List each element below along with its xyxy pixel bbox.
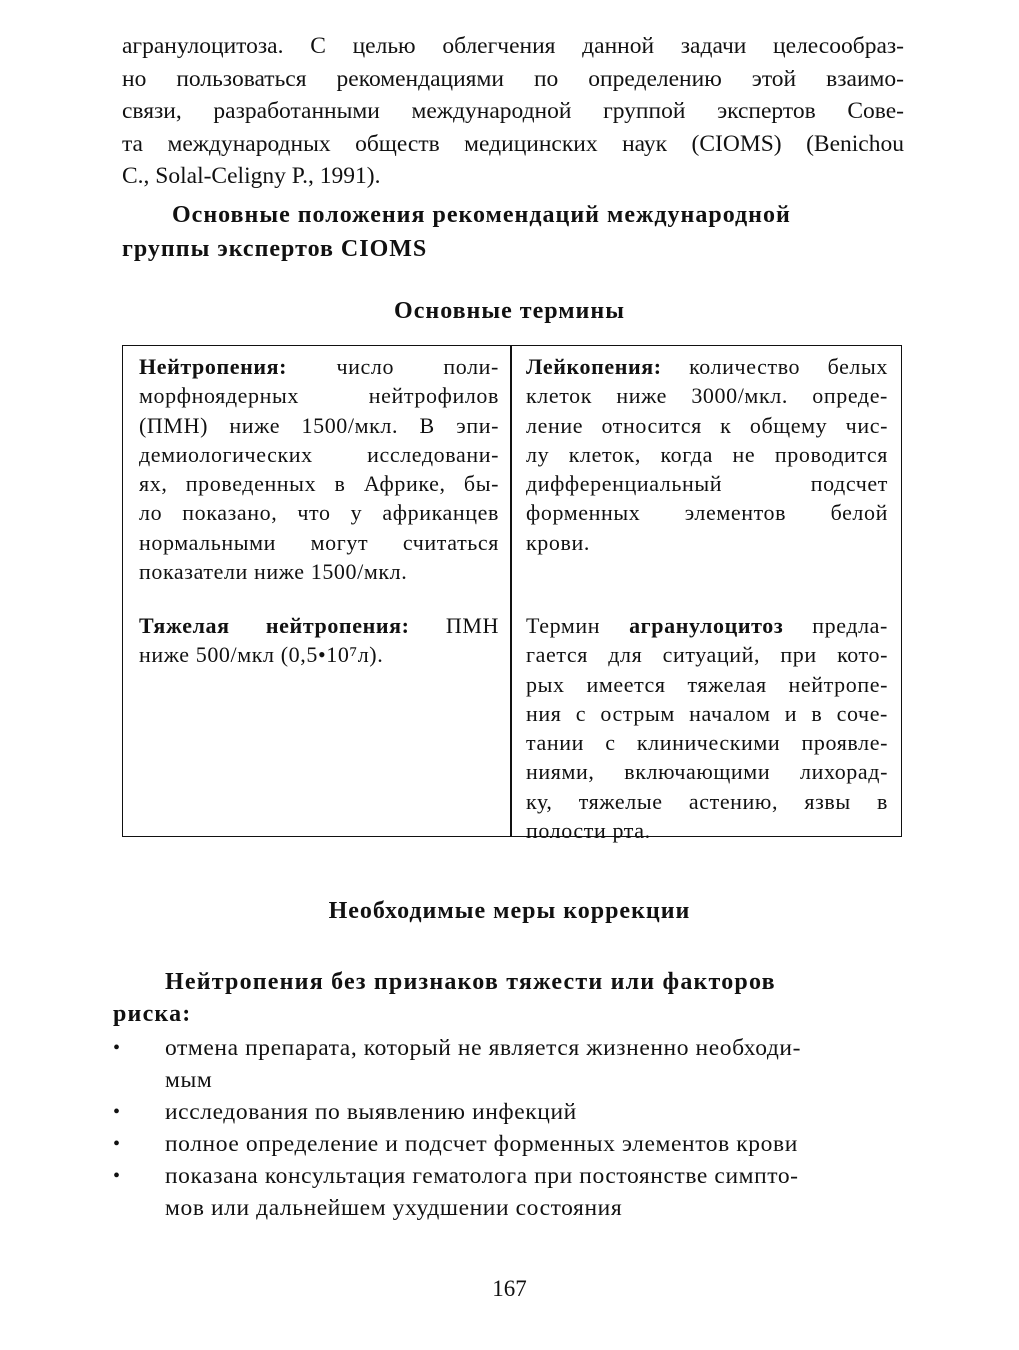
cell-line: ях, проведенных в Африке, бы- bbox=[139, 471, 499, 497]
page-number: 167 bbox=[492, 1276, 527, 1301]
list-item bbox=[113, 1160, 903, 1224]
cell-text: ПМН bbox=[445, 613, 499, 638]
intro-line: связи, разработанными международной группой экспертов Сове- bbox=[122, 98, 904, 125]
bullet-icon: • bbox=[113, 1037, 121, 1059]
heading-line: группы экспертов CIOMS bbox=[122, 236, 428, 262]
intro-line: та международных обществ медицинских наук (CIOMS) (Benichou bbox=[122, 130, 904, 157]
bullet-icon: • bbox=[113, 1133, 121, 1155]
cell-line: ление относится к общему чис- bbox=[526, 412, 888, 438]
cell-line: клеток ниже 3000/мкл. опреде- bbox=[526, 383, 888, 409]
cell-line: показатели ниже 1500/мкл. bbox=[139, 559, 408, 585]
list-item-line: отмена препарата, который не является жизненно необходи- bbox=[165, 1035, 802, 1061]
cell-line: рых имеется тяжелая нейтропе- bbox=[526, 671, 888, 697]
intro-paragraph bbox=[122, 30, 904, 193]
list-item-line: полное определение и подсчет форменных элементов крови bbox=[165, 1131, 798, 1157]
list-item-line: показана консультация гематолога при постоянстве симпто- bbox=[165, 1163, 799, 1189]
subheading-correction: Необходимые меры коррекции bbox=[328, 898, 691, 924]
cell-line: ниями, включающими лихорад- bbox=[526, 759, 888, 785]
intro-line: но пользоваться рекомендациями по определению этой взаимо- bbox=[122, 65, 904, 92]
subheading-neutropenia-without-risk bbox=[113, 966, 903, 1030]
cell-line: ниже 500/мкл (0,5•10⁷л). bbox=[139, 642, 384, 668]
cell-leukopenia bbox=[526, 352, 888, 557]
list-item-line: мов или дальнейшем ухудшении состояния bbox=[165, 1195, 623, 1221]
bullet-icon: • bbox=[113, 1101, 121, 1123]
heading-line: Основные положения рекомендаций международной bbox=[172, 202, 791, 228]
correction-measures-list bbox=[113, 1032, 903, 1224]
cell-line: ку, тяжелые астению, язвы в bbox=[526, 788, 888, 814]
list-item bbox=[113, 1128, 903, 1160]
cell-line bbox=[526, 611, 888, 640]
bullet-icon: • bbox=[113, 1165, 121, 1187]
cell-text: число поли- bbox=[336, 354, 499, 379]
intro-line: агранулоцитоза. С целью облегчения данной задачи целесообраз- bbox=[122, 33, 904, 59]
cell-line: полости рта. bbox=[526, 818, 651, 844]
cell-agranulocytosis bbox=[526, 611, 888, 845]
cell-neutropenia bbox=[139, 352, 499, 586]
cell-line: ния с острым началом и в соче- bbox=[526, 700, 888, 726]
cell-line: демиологических исследовани- bbox=[139, 441, 499, 467]
cell-text: количество белых bbox=[689, 354, 888, 379]
terms-table bbox=[122, 345, 902, 844]
column-divider bbox=[510, 346, 512, 836]
list-item bbox=[113, 1032, 903, 1096]
term-label: Лейкопения: bbox=[526, 354, 662, 379]
cell-line: форменных элементов белой bbox=[526, 500, 888, 526]
cell-line: лу клеток, когда не проводится bbox=[526, 441, 888, 467]
cell-line: гается для ситуаций, при кото- bbox=[526, 642, 888, 668]
cell-severe-neutropenia bbox=[139, 611, 499, 670]
cell-line: нормальными могут считаться bbox=[139, 529, 499, 555]
cell-text: предла- bbox=[812, 613, 888, 638]
cell-line bbox=[139, 611, 499, 640]
heading-line: риска: bbox=[113, 1001, 192, 1027]
term-label: агранулоцитоз bbox=[629, 613, 784, 638]
cell-line: дифференциальный подсчет bbox=[526, 471, 888, 497]
cell-line: морфноядерных нейтрофилов bbox=[139, 383, 499, 409]
cell-text: Термин bbox=[526, 613, 601, 638]
cell-line bbox=[139, 352, 499, 381]
cell-line bbox=[526, 352, 888, 381]
section-heading-cioms bbox=[122, 198, 904, 266]
list-item-line: мым bbox=[165, 1067, 213, 1093]
cell-line: (ПМН) ниже 1500/мкл. В эпи- bbox=[139, 412, 499, 438]
term-label: Нейтропения: bbox=[139, 354, 288, 379]
heading-line: Нейтропения без признаков тяжести или факторов bbox=[165, 969, 776, 995]
cell-line: ло показано, что у африканцев bbox=[139, 500, 499, 526]
term-label: Тяжелая нейтропения: bbox=[139, 613, 410, 638]
list-item bbox=[113, 1096, 903, 1128]
cell-line: тании с клиническими проявле- bbox=[526, 730, 888, 756]
cell-line: крови. bbox=[526, 529, 590, 555]
list-item-line: исследования по выявлению инфекций bbox=[165, 1099, 577, 1125]
intro-line: C., Solal-Celigny P., 1991). bbox=[122, 163, 381, 190]
subheading-terms: Основные термины bbox=[394, 298, 625, 324]
